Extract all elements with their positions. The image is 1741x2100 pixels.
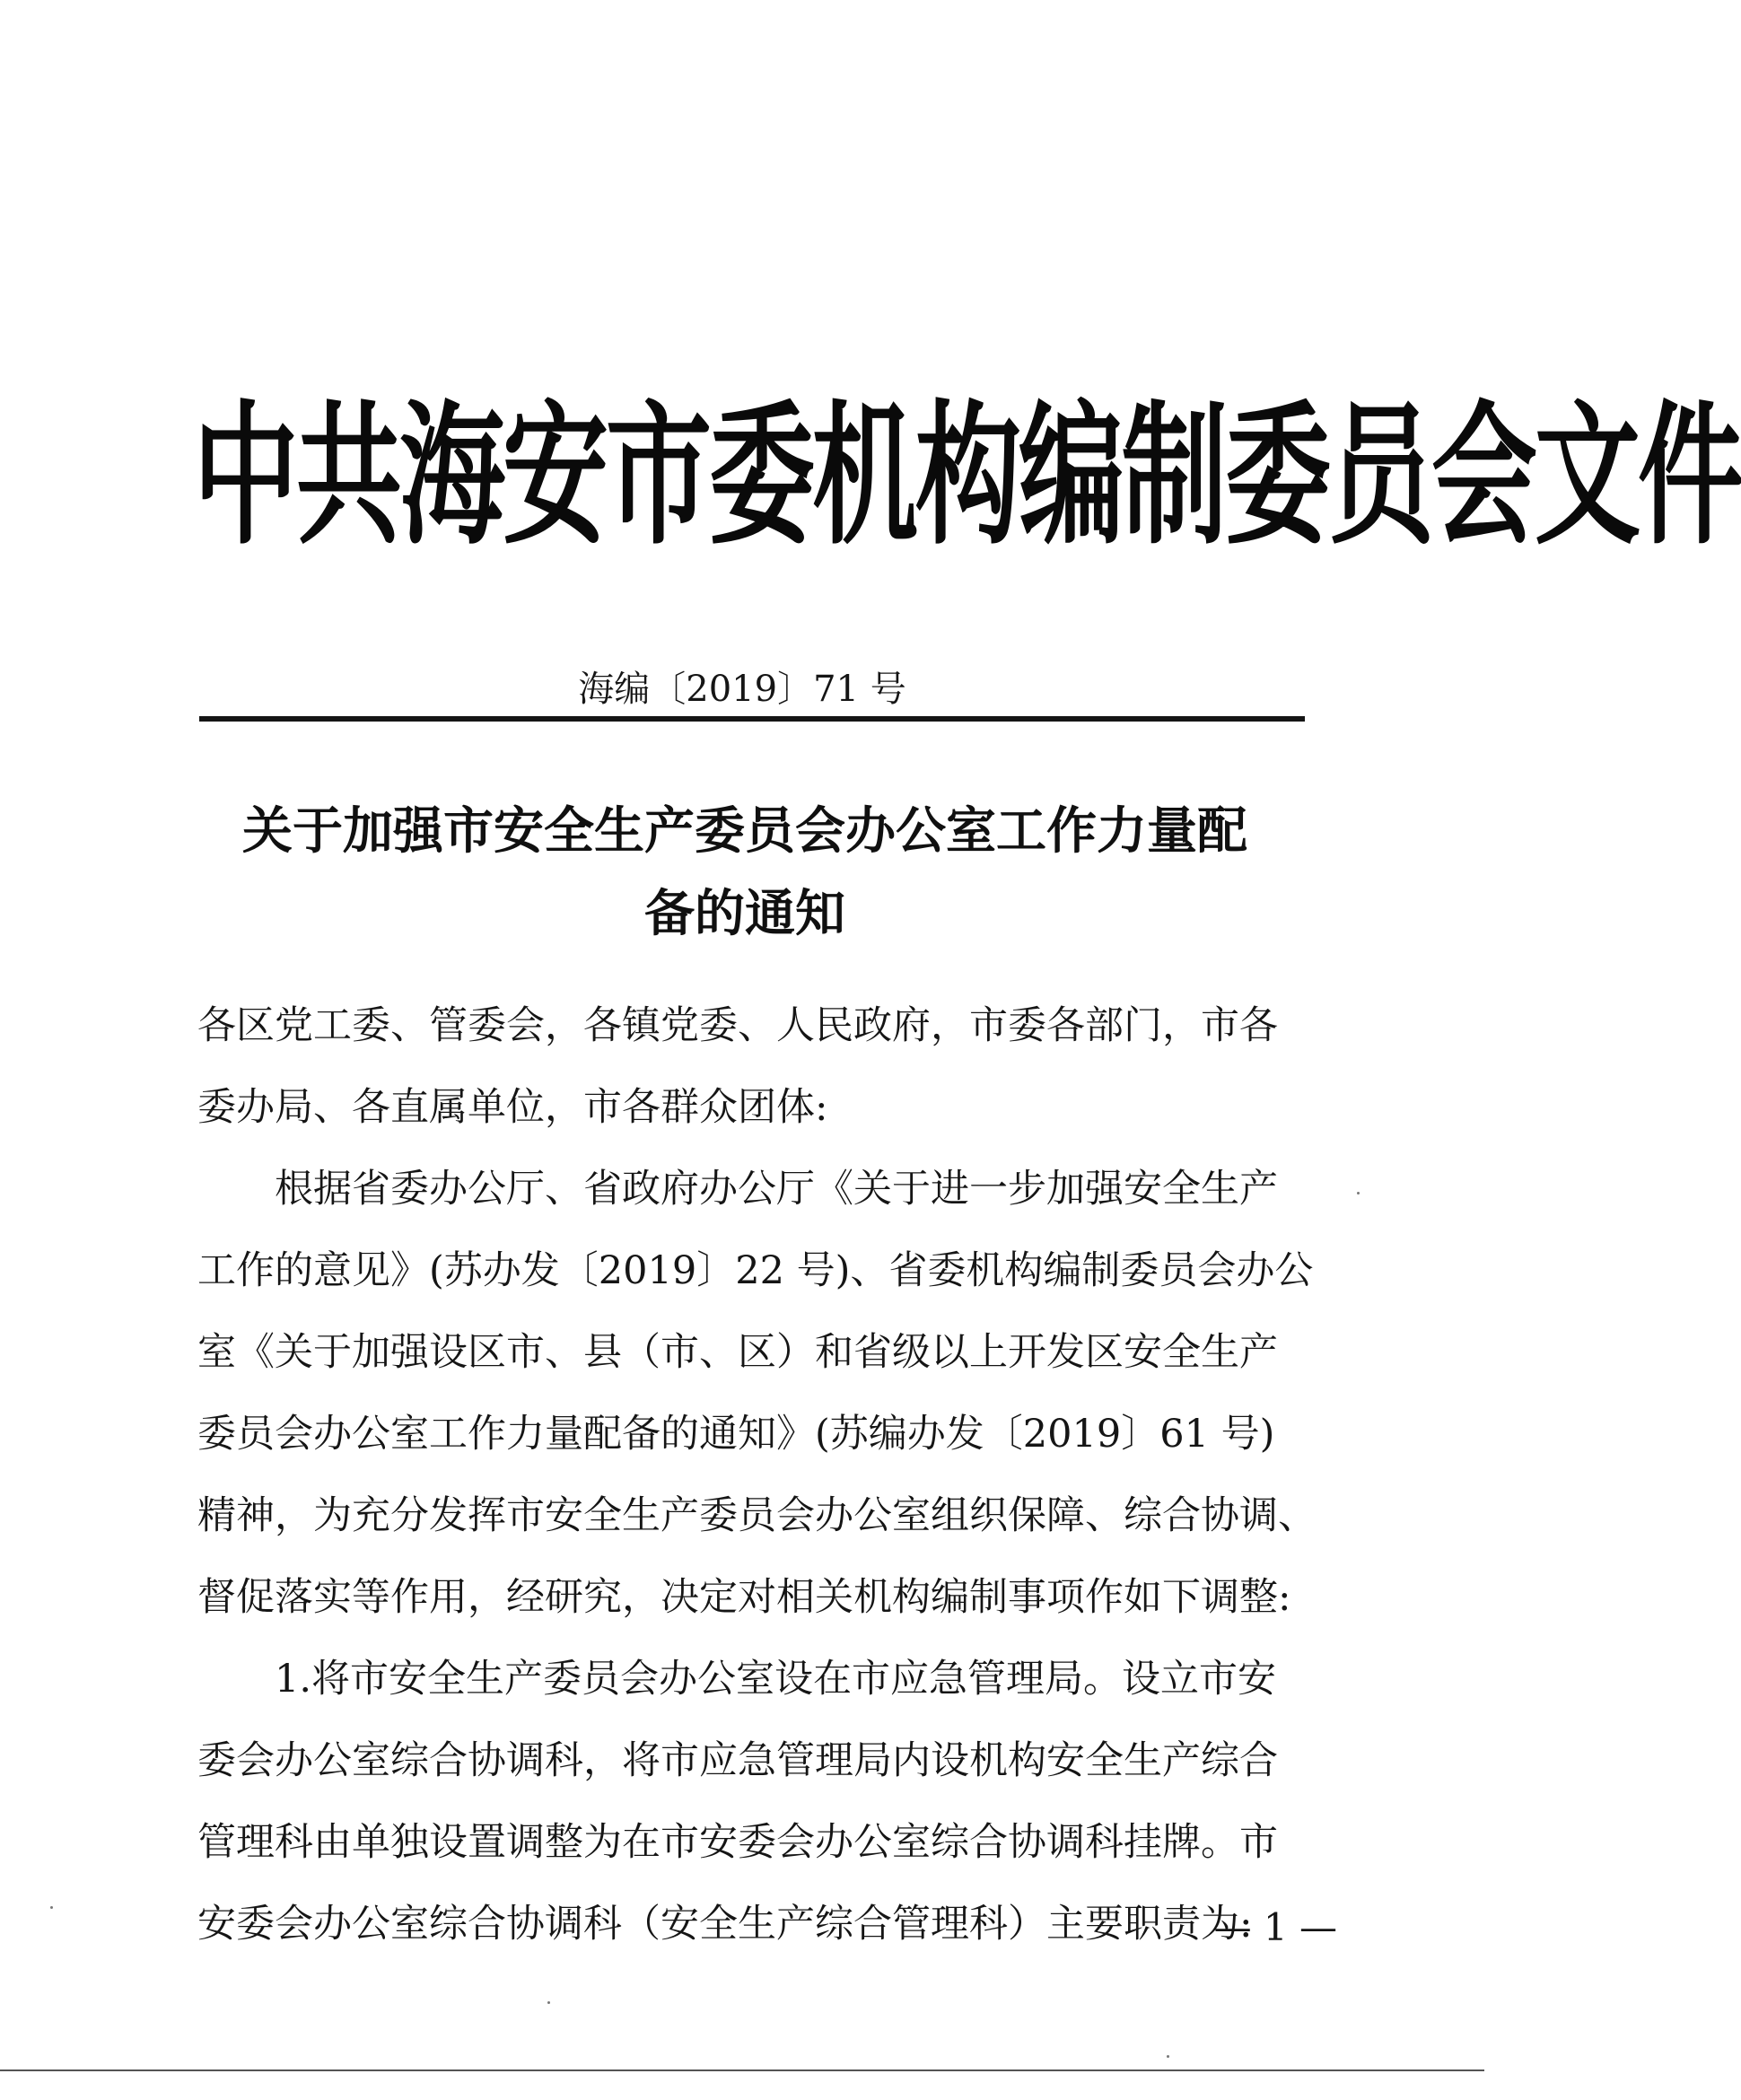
body-line: 安委会办公室综合协调科（安全生产综合管理科）主要职责为: [197, 1902, 1253, 1947]
body-line: 精神，为充分发挥市安全生产委员会办公室组织保障、综合协调、 [197, 1493, 1317, 1538]
masthead-divider [199, 716, 1305, 722]
body-line: 管理科由单独设置调整为在市安委会办公室综合协调科挂牌。市 [197, 1820, 1278, 1865]
body-line: 督促落实等作用，经研究，决定对相关机构编制事项作如下调整: [197, 1575, 1291, 1620]
scan-speck [1357, 1192, 1360, 1194]
body-line: 委会办公室综合协调科，将市应急管理局内设机构安全生产综合 [197, 1738, 1278, 1783]
page-number: — 1 — [1213, 1905, 1337, 1949]
document-number: 海编〔2019〕71 号 [578, 669, 906, 710]
scan-speck [50, 1906, 53, 1909]
document-body [197, 985, 1321, 1965]
document-masthead: 中共海安市委机构编制委员会文件 [193, 384, 1741, 566]
title-line-2: 备的通知 [644, 884, 845, 943]
scan-speck [1167, 2055, 1169, 2058]
body-line-addressees: 各区党工委、管委会，各镇党委、人民政府，市委各部门，市各 [197, 1003, 1278, 1048]
body-line-addressees-cont: 委办局、各直属单位，市各群众团体: [197, 1085, 828, 1130]
body-line: 室《关于加强设区市、县（市、区）和省级以上开发区安全生产 [197, 1330, 1278, 1375]
body-line-paragraph-1: 根据省委办公厅、省政府办公厅《关于进一步加强安全生产 [275, 1167, 1278, 1212]
title-line-1: 关于加强市安全生产委员会办公室工作力量配 [242, 801, 1247, 861]
body-line: 工作的意见》(苏办发〔2019〕22 号)、省委机构编制委员会办公 [197, 1248, 1314, 1293]
scan-edge-line [0, 2069, 1484, 2071]
document-title [179, 790, 1310, 955]
scan-speck [547, 2001, 550, 2004]
body-line-item-1: 1.将市安全生产委员会办公室设在市应急管理局。设立市安 [275, 1657, 1277, 1702]
body-line: 委员会办公室工作力量配备的通知》(苏编办发〔2019〕61 号) [197, 1412, 1275, 1457]
